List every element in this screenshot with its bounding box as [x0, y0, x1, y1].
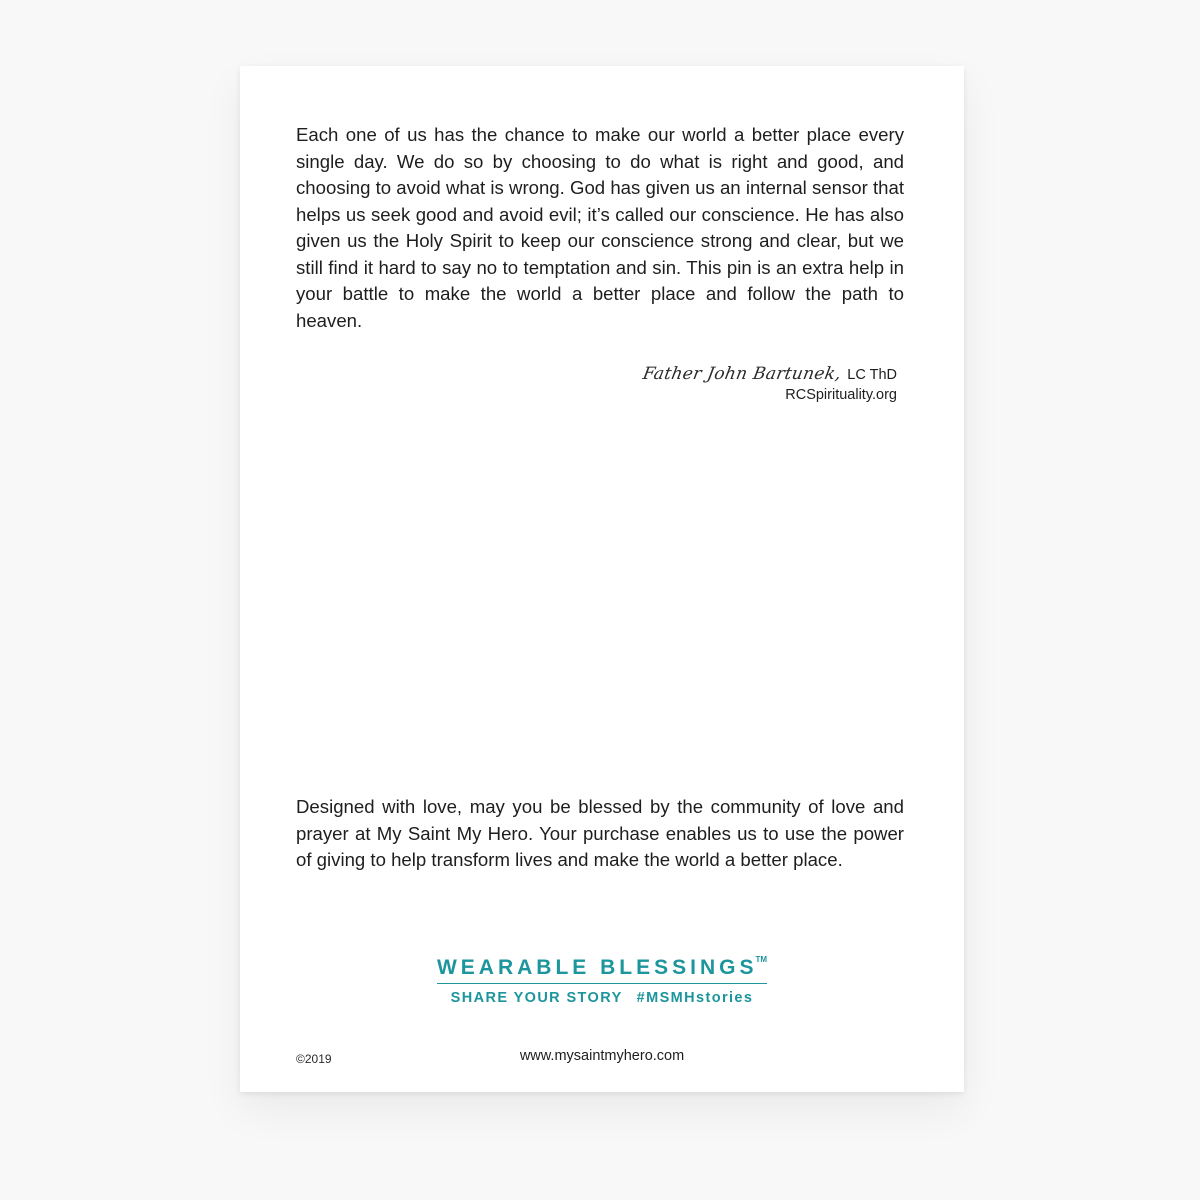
blessing-paragraph: Designed with love, may you be blessed by the community of love and prayer at My Saint My Hero. Your purchase enables us to use the power of giving to help transform lives and make the world a better place.: [296, 796, 904, 870]
brand-title: [437, 956, 767, 984]
copyright-notice: ©2019: [296, 1052, 332, 1066]
brand-block: [240, 956, 964, 1006]
brand-title-text: WEARABLE BLESSINGS: [436, 956, 758, 979]
tagline-text: SHARE YOUR STORY: [450, 990, 623, 1006]
trademark-mark: TM: [755, 955, 768, 964]
author-website: RCSpirituality.org: [785, 387, 897, 403]
reflection-paragraph: Each one of us has the chance to make our world a better place every single day. We do so by choosing to do what is right and good, and choosing to avoid what is wrong. God has given us an internal sensor that helps us seek good and avoid evil; it’s called our conscience. He has also given us the Holy Spirit to keep our conscience strong and clear, but we still find it hard to say no to temptation and sin. This pin is an extra help in your battle to make the world a better place and follow the path to heaven.: [296, 124, 904, 331]
signature-block: [643, 364, 897, 405]
brand-tagline: [240, 990, 964, 1006]
hashtag-text: #MSMHstories: [636, 990, 754, 1006]
signature-line: [643, 364, 897, 385]
author-credentials: LC ThD: [847, 367, 897, 383]
author-signature: Father John Bartunek,: [641, 364, 844, 384]
prayer-card: [240, 66, 964, 1092]
website-url: www.mysaintmyhero.com: [519, 1048, 685, 1064]
